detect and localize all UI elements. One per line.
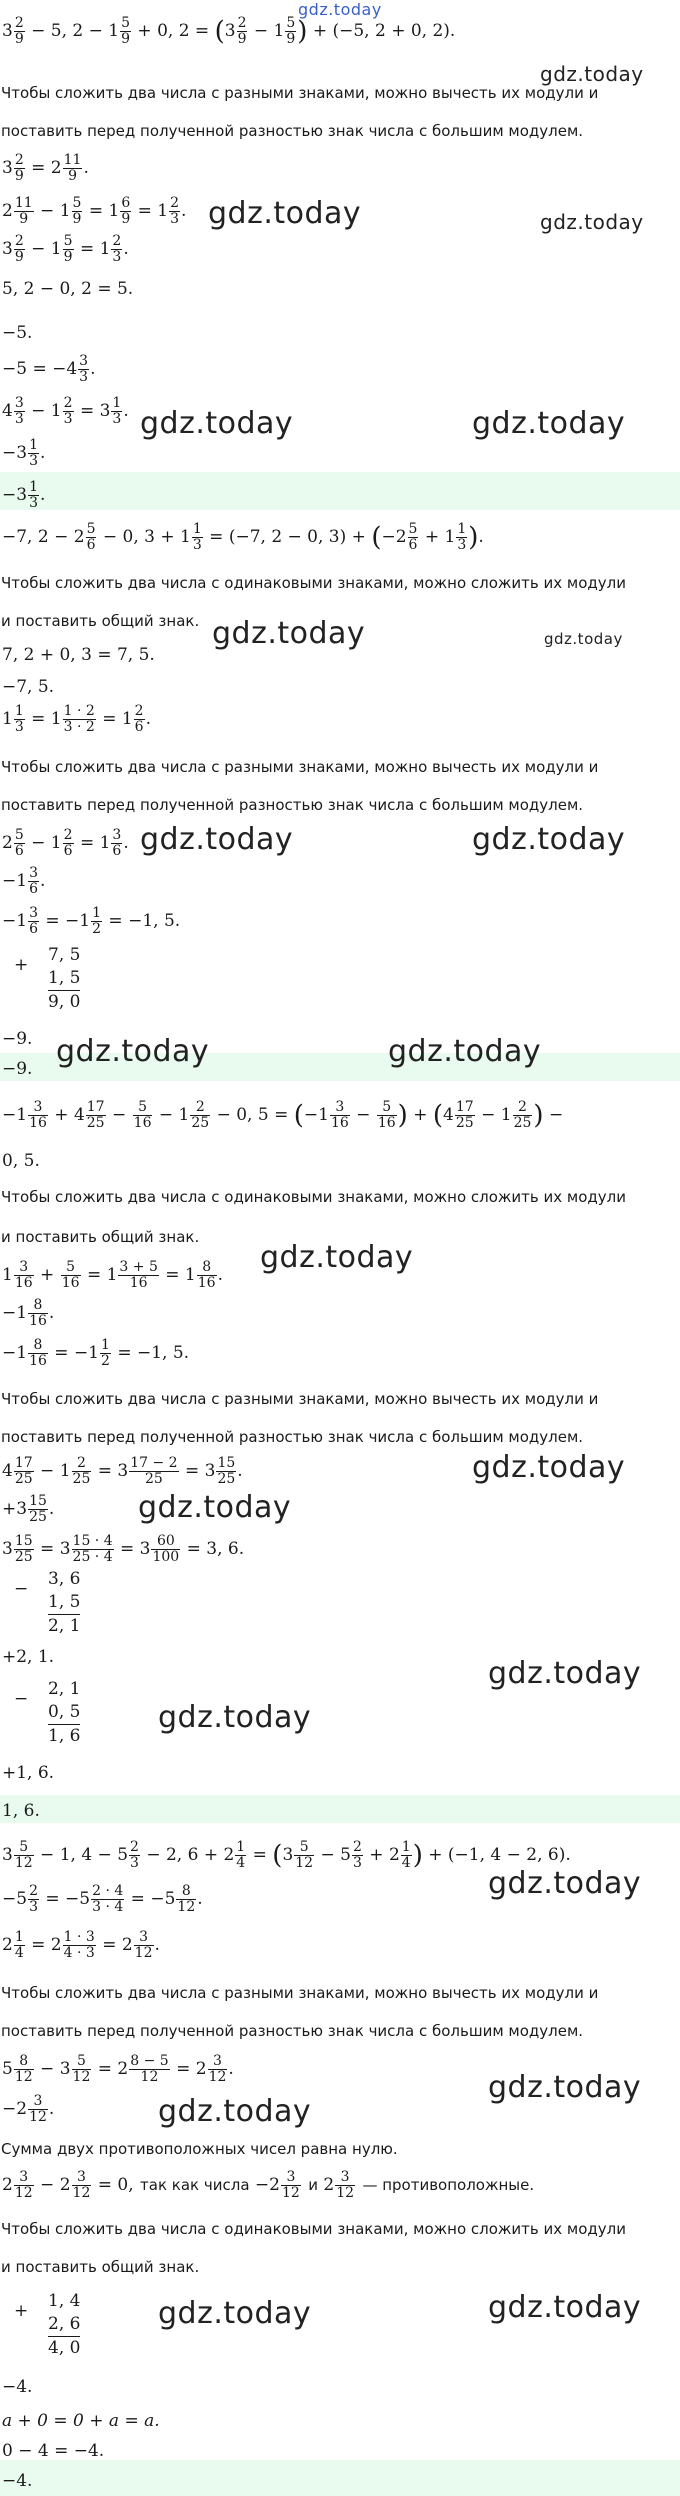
column-addition: + 1, 4 2, 6 4, 0 bbox=[14, 2291, 81, 2358]
rule-text: Чтобы сложить два числа с разными знаками, можно вычесть их модули и bbox=[1, 758, 599, 776]
equation-line: 1 $\frac{1}{3}$ = 1 $\frac{1 \cdot 2}{3 \cdot 2}$ = 1 $\frac{2}{6}$ . bbox=[2, 703, 151, 735]
rule-text: и поставить общий знак. bbox=[1, 612, 200, 630]
watermark: gdz.today bbox=[472, 822, 626, 857]
equation-line: +1, 6. bbox=[2, 1763, 55, 1783]
equation-line: +2, 1. bbox=[2, 1647, 55, 1667]
column-subtraction: − 3, 6 1, 5 2, 1 bbox=[14, 1569, 81, 1636]
watermark: gdz.today bbox=[540, 62, 644, 86]
equation-line: 3 $\frac{15}{25}$ = 3 $\frac{15 \cdot 4}{25 \cdot 4}$ = 3 $\frac{60}{100}$ = 3, 6. bbox=[2, 1533, 245, 1565]
watermark: gdz.today bbox=[140, 822, 294, 857]
equation-line: 7, 2 + 0, 3 = 7, 5. bbox=[2, 645, 155, 665]
rule-text: и поставить общий знак. bbox=[1, 2258, 200, 2276]
rule-text: Чтобы сложить два числа с разными знаками, можно вычесть их модули и bbox=[1, 1984, 599, 2002]
watermark: gdz.today bbox=[388, 1034, 542, 1069]
watermark: gdz.today bbox=[208, 196, 362, 231]
equation-line: −1 $\frac{8}{16}$ = −1 $\frac{1}{2}$ = −1, 5. bbox=[2, 1337, 190, 1369]
equation-line: −3 $\frac{1}{3}$ . bbox=[2, 437, 46, 469]
rule-text: Чтобы сложить два числа с одинаковыми знаками, можно сложить их модули bbox=[1, 574, 626, 592]
answer-line: −9. bbox=[2, 1059, 33, 1079]
equation-line: −5 $\frac{2}{3}$ = −5 $\frac{2 \cdot 4}{3 \cdot 4}$ = −5 $\frac{8}{12}$ . bbox=[2, 1883, 203, 1915]
equation-line: +3 $\frac{15}{25}$ . bbox=[2, 1493, 55, 1525]
equation-line: −9. bbox=[2, 1029, 33, 1049]
equation-line: −7, 2 − 2 $\frac{5}{6}$ − 0, 3 + 1 $\frac{1}{3}$ = (−7, 2 − 0, 3) + (−2 $\frac{5}{6}$ + 1 $\frac{1}{3}$ ). bbox=[2, 521, 484, 553]
equation-line: a + 0 = 0 + a = a. bbox=[2, 2411, 160, 2431]
equation-line: 1 $\frac{3}{16}$ + $\frac{5}{16}$ = 1 $\frac{3 + 5}{16}$ = 1 $\frac{8}{16}$ . bbox=[2, 1259, 223, 1291]
watermark: gdz.today bbox=[472, 1450, 626, 1485]
equation-line: 2 $\frac{1}{4}$ = 2 $\frac{1 \cdot 3}{4 \cdot 3}$ = 2 $\frac{3}{12}$ . bbox=[2, 1929, 160, 1961]
equation-line: −1 $\frac{3}{6}$ . bbox=[2, 865, 46, 897]
equation-line: 0, 5. bbox=[2, 1151, 40, 1171]
equation-line: 2 $\frac{5}{6}$ − 1 $\frac{2}{6}$ = 1 $\frac{3}{6}$ . bbox=[2, 827, 129, 859]
watermark: gdz.today bbox=[56, 1034, 210, 1069]
watermark: gdz.today bbox=[260, 1240, 414, 1275]
watermark: gdz.today bbox=[540, 210, 644, 234]
equation-line: 5 $\frac{8}{12}$ − 3 $\frac{5}{12}$ = 2 $\frac{8 - 5}{12}$ = 2 $\frac{3}{12}$ . bbox=[2, 2053, 234, 2085]
rule-text: поставить перед полученной разностью знак числа с большим модулем. bbox=[1, 2022, 584, 2040]
rule-text: Сумма двух противоположных чисел равна нулю. bbox=[1, 2140, 398, 2158]
equation-line: 3 $\frac{2}{9}$ − 1 $\frac{5}{9}$ = 1 $\frac{2}{3}$ . bbox=[2, 233, 129, 265]
watermark: gdz.today bbox=[138, 1490, 292, 1525]
equation-line: 5, 2 − 0, 2 = 5. bbox=[2, 279, 134, 299]
equation-line: −5. bbox=[2, 323, 33, 343]
equation-line: 0 − 4 = −4. bbox=[2, 2441, 105, 2461]
equation-line: −4. bbox=[2, 2377, 33, 2397]
equation-line: 3 $\frac{2}{9}$ = 2 $\frac{11}{9}$ . bbox=[2, 152, 89, 184]
watermark: gdz.today bbox=[212, 616, 366, 651]
watermark: gdz.today bbox=[488, 2290, 642, 2325]
answer-line: −3 $\frac{1}{3}$ . bbox=[2, 479, 46, 511]
equation-line: −1 $\frac{8}{16}$ . bbox=[2, 1297, 55, 1329]
answer-line: 1, 6. bbox=[2, 1801, 40, 1821]
equation-line: −1 $\frac{3}{16}$ + 4 $\frac{17}{25}$ − $\frac{5}{16}$ − 1 $\frac{2}{25}$ − 0, 5 = (−1 $\frac{3}{16}$ − $\frac{5}{16}$ ) + (4 $\frac{17}{25}$ − 1 $\frac{2}{25}$ ) − bbox=[2, 1099, 564, 1131]
equation-line: 2 $\frac{11}{9}$ − 1 $\frac{5}{9}$ = 1 $\frac{6}{9}$ = 1 $\frac{2}{3}$ . bbox=[2, 195, 187, 227]
watermark: gdz.today bbox=[472, 406, 626, 441]
rule-text: Чтобы сложить два числа с разными знаками, можно вычесть их модули и bbox=[1, 1390, 599, 1408]
equation-line: 2 $\frac{3}{12}$ − 2 $\frac{3}{12}$ = 0, так как числа −2 $\frac{3}{12}$ и 2 $\frac{3}{12}$ — противоположные. bbox=[2, 2169, 535, 2201]
watermark: gdz.today bbox=[488, 1866, 642, 1901]
watermark: gdz.today bbox=[488, 1656, 642, 1691]
rule-text: и поставить общий знак. bbox=[1, 1228, 200, 1246]
equation-line: 3 $\frac{5}{12}$ − 1, 4 − 5 $\frac{2}{3}$ − 2, 6 + 2 $\frac{1}{4}$ = (3 $\frac{5}{12}$ − 5 $\frac{2}{3}$ + 2 $\frac{1}{4}$ ) + (−1, 4 − 2, 6). bbox=[2, 1839, 571, 1871]
rule-text: Чтобы сложить два числа с одинаковыми знаками, можно сложить их модули bbox=[1, 1188, 626, 1206]
rule-text: Чтобы сложить два числа с одинаковыми знаками, можно сложить их модули bbox=[1, 2220, 626, 2238]
watermark: gdz.today bbox=[158, 1700, 312, 1735]
watermark: gdz.today bbox=[158, 2094, 312, 2129]
equation-line: 4 $\frac{17}{25}$ − 1 $\frac{2}{25}$ = 3 $\frac{17 - 2}{25}$ = 3 $\frac{15}{25}$ . bbox=[2, 1455, 243, 1487]
column-subtraction: − 2, 1 0, 5 1, 6 bbox=[14, 1679, 81, 1746]
column-addition: + 7, 5 1, 5 9, 0 bbox=[14, 945, 81, 1012]
rule-text: поставить перед полученной разностью знак числа с большим модулем. bbox=[1, 796, 584, 814]
equation-line: 3 $\frac{2}{9}$ − 5, 2 − 1 $\frac{5}{9}$ + 0, 2 = (3 $\frac{2}{9}$ − 1 $\frac{5}{9}$ ) + (−5, 2 + 0, 2). bbox=[2, 15, 456, 47]
rule-text: Чтобы сложить два числа с разными знаками, можно вычесть их модули и bbox=[1, 84, 599, 102]
equation-line: −2 $\frac{3}{12}$ . bbox=[2, 2093, 55, 2125]
watermark: gdz.today bbox=[158, 2296, 312, 2331]
equation-line: 4 $\frac{3}{3}$ − 1 $\frac{2}{3}$ = 3 $\frac{1}{3}$ . bbox=[2, 395, 129, 427]
watermark: gdz.today bbox=[140, 406, 294, 441]
watermark: gdz.today bbox=[298, 0, 382, 19]
watermark: gdz.today bbox=[544, 630, 623, 648]
watermark: gdz.today bbox=[488, 2070, 642, 2105]
equation-line: −7, 5. bbox=[2, 677, 55, 697]
rule-text: поставить перед полученной разностью знак числа с большим модулем. bbox=[1, 122, 584, 140]
equation-line: −5 = −4 $\frac{3}{3}$ . bbox=[2, 353, 96, 385]
equation-line: −1 $\frac{3}{6}$ = −1 $\frac{1}{2}$ = −1, 5. bbox=[2, 905, 181, 937]
answer-line: −4. bbox=[2, 2471, 33, 2491]
rule-text: поставить перед полученной разностью знак числа с большим модулем. bbox=[1, 1428, 584, 1446]
